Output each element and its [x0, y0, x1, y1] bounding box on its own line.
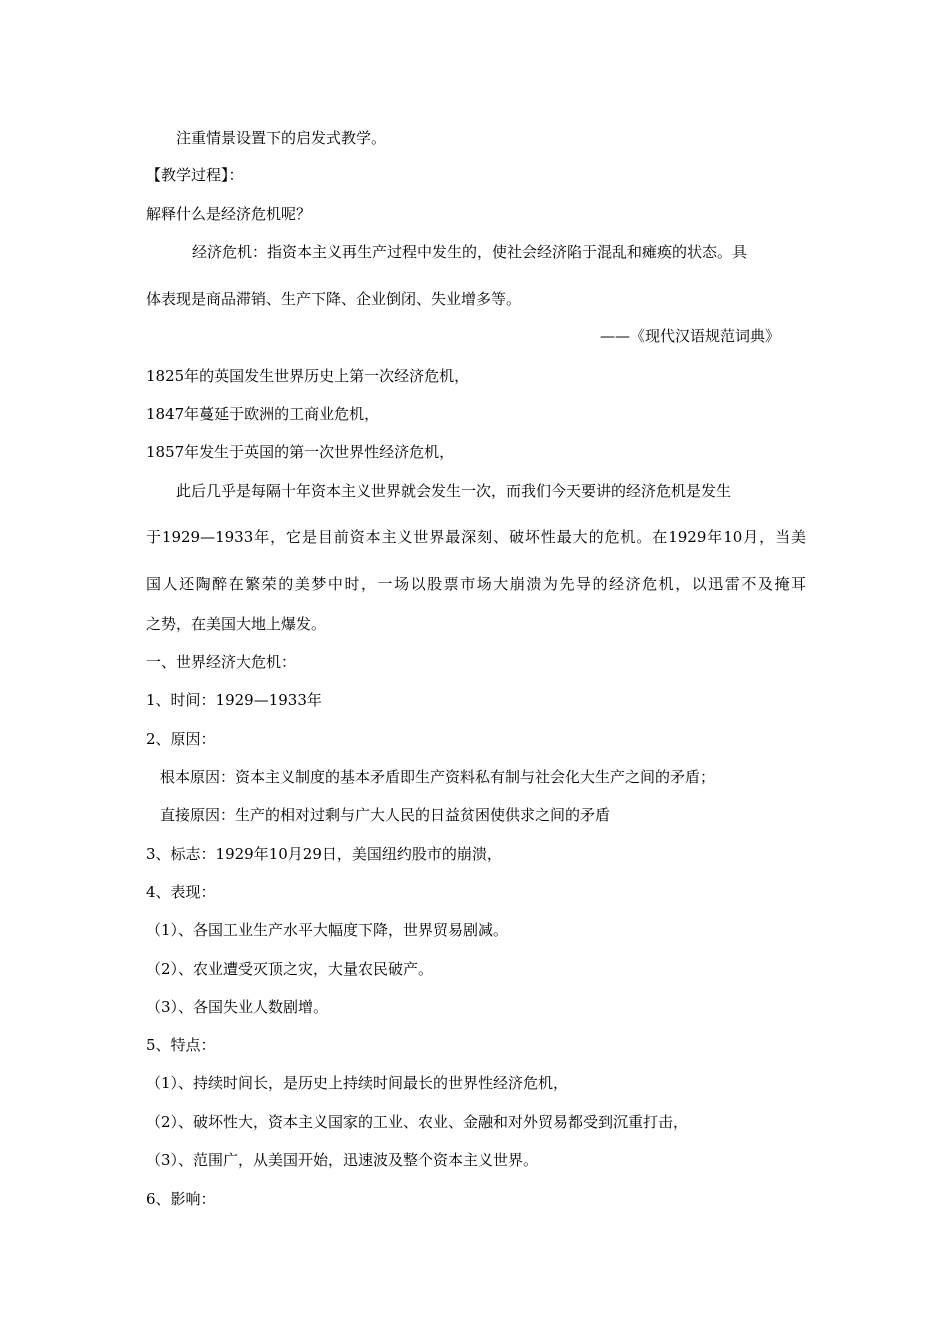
history-item: 1847年蔓延于欧洲的工商业危机，: [146, 405, 380, 423]
history-item: 1857年发生于英国的第一次世界性经济危机，: [146, 443, 455, 461]
sign-line: 3、标志：1929年10月29日，美国纽约股市的崩溃，: [146, 845, 502, 863]
impact-title: 6、影响：: [146, 1190, 216, 1208]
direct-cause-line: 直接原因：生产的相对过剩与广大人民的日益贫困使供求之间的矛盾: [160, 806, 611, 824]
performance-item: （3）、各国失业人数剧增。: [146, 998, 329, 1016]
intro-line-2: 于1929—1933年，它是目前资本主义世界最深刻、破坏性最大的危机。在1929年10月，当美: [146, 528, 806, 546]
teaching-process-heading: 【教学过程】：: [146, 166, 244, 184]
feature-item: （3）、范围广，从美国开始，迅速波及整个资本主义世界。: [146, 1151, 539, 1169]
performance-item: （1）、各国工业生产水平大幅度下降，世界贸易剧减。: [146, 921, 509, 939]
teaching-method-line: 注重情景设置下的启发式教学。: [176, 129, 387, 147]
feature-item: （2）、破坏性大，资本主义国家的工业、农业、金融和对外贸易都受到沉重打击，: [146, 1113, 689, 1131]
features-title: 5、特点：: [146, 1036, 216, 1054]
definition-source: ——《现代汉语规范词典》: [600, 327, 781, 345]
section-title: 一、世界经济大危机：: [146, 653, 297, 671]
time-line: 1、时间：1929—1933年: [146, 691, 322, 709]
performance-item: （2）、农业遭受灭顶之灾，大量农民破产。: [146, 960, 434, 978]
intro-line-3: 国人还陶醉在繁荣的美梦中时，一场以股票市场大崩溃为先导的经济危机，以迅雷不及掩耳: [146, 575, 806, 593]
performance-title: 4、表现：: [146, 883, 216, 901]
definition-line-1: 经济危机：指资本主义再生产过程中发生的，使社会经济陷于混乱和瘫痪的状态。具: [192, 243, 748, 261]
question-line: 解释什么是经济危机呢？: [146, 205, 312, 223]
root-cause-line: 根本原因：资本主义制度的基本矛盾即生产资料私有制与社会化大生产之间的矛盾；: [160, 768, 716, 786]
feature-item: （1）、持续时间长，是历史上持续时间最长的世界性经济危机，: [146, 1074, 569, 1092]
history-item: 1825年的英国发生世界历史上第一次经济危机，: [146, 367, 470, 385]
intro-line-1: 此后几乎是每隔十年资本主义世界就会发生一次，而我们今天要讲的经济危机是发生: [176, 482, 732, 500]
definition-line-2: 体表现是商品滞销、生产下降、企业倒闭、失业增多等。: [146, 290, 522, 308]
intro-line-4: 之势，在美国大地上爆发。: [146, 615, 327, 633]
cause-title: 2、原因：: [146, 730, 216, 748]
